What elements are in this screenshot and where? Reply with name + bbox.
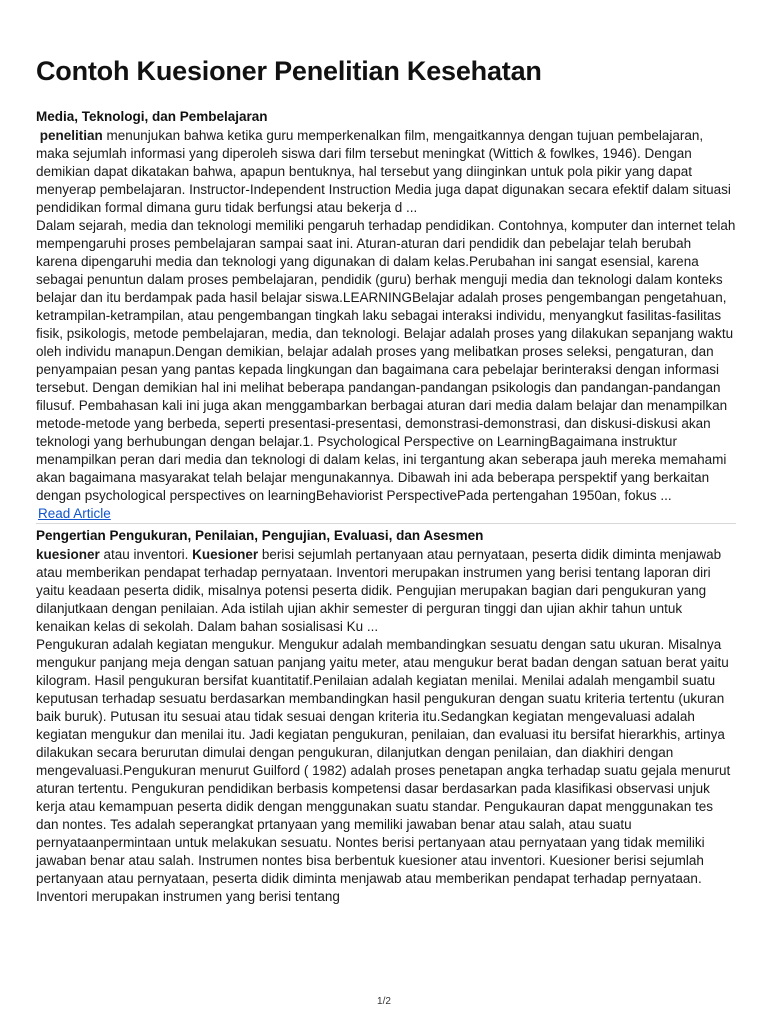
intro-text-rest: berisi sejumlah pertanyaan atau pernyataan, peserta didik diminta menjawab atau memberikan pendapat terhadap pernyataan. Inventori merupakan instrumen yang berisi tentang laporan diri yaitu keadaan peserta didik, misalnya potensi peserta didik. Pengujian merupakan bagian dari pengukuran yang dilanjutkaan dengan penilaian. Ada istilah ujian akhir semester di perguran tinggi dan ujian akhir tahun untuk kenaikan kelas di sekolah. Dalam bahan sosialisasi Ku ... (36, 547, 722, 634)
intro-keyword: kuesioner (36, 547, 100, 562)
document-page (36, 56, 736, 906)
intro-text: menunjukan bahwa ketika guru memperkenalkan film, mengaitkannya dengan tujuan pembelajaran, maka sejumlah informasi yang diperoleh siswa dari film tersebut meningkat (Wittich & fowlkes, 1946). Dengan demikian dapat dikatakan bahwa, apapun bentuknya, hal tersebut yang diinginkan untuk pola pikir yang dapat menyerap pembelajaran. Instructor-Independent Instruction Media juga dapat digunakan secara efektif dalam situasi pendidikan formal dimana guru tidak berfungsi atau bekerja d ... (36, 128, 731, 215)
article-media-teknologi (36, 109, 736, 523)
read-article-link[interactable]: Read Article (38, 506, 111, 521)
article-intro (36, 546, 736, 636)
page-title: Contoh Kuesioner Penelitian Kesehatan (36, 56, 542, 86)
intro-text: atau inventori. (99, 547, 193, 562)
article-intro (36, 127, 736, 217)
article-divider (36, 523, 736, 524)
article-body: Pengukuran adalah kegiatan mengukur. Mengukur adalah membandingkan sesuatu dengan satu ukuran. Misalnya mengukur panjang meja dengan satuan panjang yaitu meter, atau mengukur berat badan dengan satuan berat yaitu kilogram. Hasil pengukuran bersifat kuantitatif.Penilaian adalah kegiatan menilai. Menilai adalah mengambil suatu keputusan terhadap sesuatu berdasarkan membandingkan hasil pengukuran dengan suatu kriteria tertentu (ukuran baik buruk). Putusan itu sesuai atau tidak sesuai dengan kriteria itu.Sedangkan kegiatan mengevaluasi adalah kegiatan mengukur dan menilai itu. Jadi kegiatan pengukuran, penilaian, dan evaluasi itu bersifat hierarkhis, artinya dilakukan secara berurutan dimulai dengan pengukuran, dilanjutkan dengan penilaian, dan diakhiri dengan mengevaluasi.Pengukuran menurut Guilford ( 1982) adalah proses penetapan angka terhadap suatu gejala menurut aturan tertentu. Pengukuran pendidikan berbasis kompetensi dasar berdasarkan pada klasifikasi observasi unjuk kerja atau kemampuan peserta didik dengan menggunakan suatu standar. Pengukauran dapat menggunakan tes dan nontes. Tes adalah seperangkat prtanyaan yang memiliki jawaban benar atau salah, atau suatu pernyataanpermintaan untuk melakukan sesuatu. Nontes berisi pertanyaan atau pernyataan yang tidak memiliki jawaban benar atau salah. Instrumen nontes bisa berbentuk kuesioner atau inventori. Kuesioner berisi sejumlah pertanyaan atau pernyataan, peserta didik diminta menjawab atau memberikan pendapat terhadap pernyataan. Inventori merupakan instrumen yang berisi tentang (36, 637, 731, 904)
article-body: Dalam sejarah, media dan teknologi memiliki pengaruh terhadap pendidikan. Contohnya, komputer dan internet telah mempengaruhi proses pembelajaran sampai saat ini. Aturan-aturan dari pendidik dan pebelajar telah berubah karena dipengaruhi media dan teknologi yang digunakan di dalam kelas.Perubahan ini sangat esensial, karena sebagai penuntun dalam proses pembelajaran, pendidik (guru) berhak menguji media dan teknologi dalam konteks belajar dan itu berdampak pada hasil belajar siswa.LEARNINGBelajar adalah proses pengembangan pengetahuan, ketrampilan-ketrampilan, atau pengembangan tingkah laku sebagai interaksi individu, menyangkut fasilitas-fasilitas fisik, psikologis, metode pembelajaran, media, dan teknologi. Belajar adalah proses yang dilakukan sepanjang waktu oleh individu manapun.Dengan demikian, belajar adalah proses yang melibatkan proses seleksi, pengaturan, dan penyampaian pesan yang pantas kepada lingkungan dan bagaimana cara pebelajar berinteraksi dengan informasi tersebut. Dengan demikian hal ini melihat beberapa pandangan-pandangan psikologis dan pandangan-pandangan filusuf. Pembahasan kali ini juga akan menggambarkan berbagai aturan dari media dalam belajar dan menampilkan metode-metode yang berbeda, seperti presentasi-presentasi, demonstrasi-demonstrasi, dan diskusi-diskusi akan teknologi yang berhubungan dengan belajar.1. Psychological Perspective on LearningBagaimana instruktur menampilkan peran dari media dan teknologi di dalam kelas, ini tergantung akan seberapa jauh mereka memahami akan bagaimana masyarakat telah belajar mengunakannya. Dibawah ini ada beberapa perspektif yang berkaitan dengan psychological perspectives on learningBehaviorist PerspectivePada pertengahan 1950an, fokus ... (36, 218, 736, 503)
intro-keyword: penelitian (39, 128, 103, 143)
article-heading: Media, Teknologi, dan Pembelajaran (36, 109, 268, 124)
article-pengukuran (36, 528, 736, 906)
intro-keyword-2: Kuesioner (192, 547, 259, 562)
article-heading: Pengertian Pengukuran, Penilaian, Pengujian, Evaluasi, dan Asesmen (36, 528, 484, 543)
page-number: 1/2 (377, 996, 391, 1007)
